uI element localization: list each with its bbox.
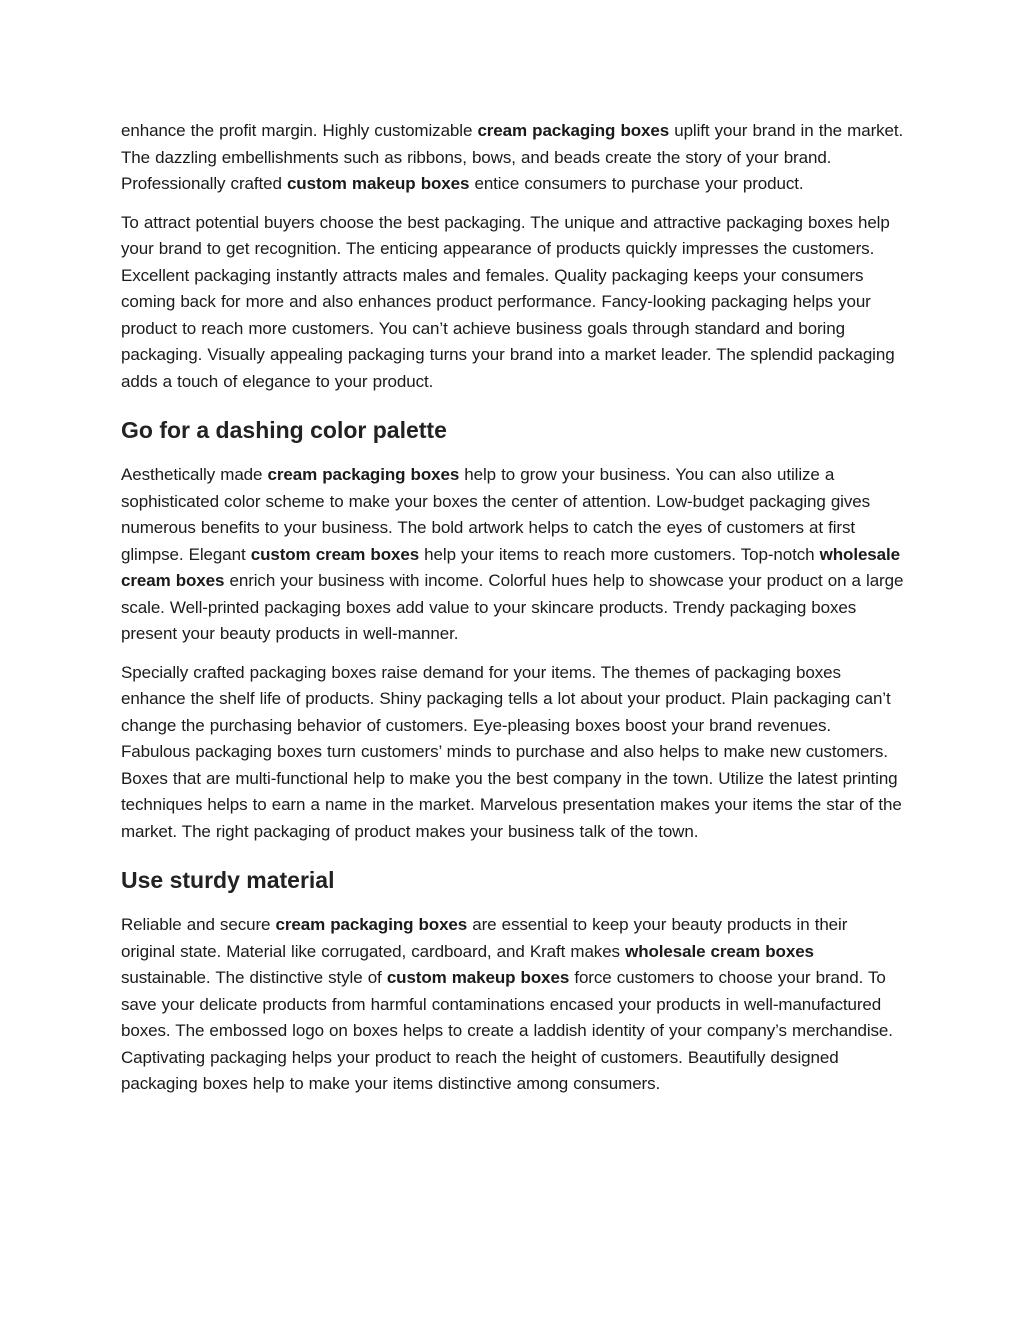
text-run: enrich your business with income. Colorful hues help to showcase your product on a large scale. Well-printed packaging boxes add value to your skincare products. Trendy packaging boxes present your beauty products in well-manner. <box>121 571 904 643</box>
text-run: force customers to choose your brand. To save your delicate products from harmful contaminations encased your products in well-manufactured boxes. The embossed logo on boxes helps to create a laddish identity of your company’s merchandise. Captivating packaging helps your product to reach the height of customers. Beautifully designed packaging boxes help to make your items distinctive among consumers. <box>121 968 893 1093</box>
intro-paragraph-2 <box>121 210 905 396</box>
intro-paragraph-1 <box>121 118 905 198</box>
text-run: are essential to keep your beauty products in their original state. Material like corrugated, cardboard, and Kraft makes <box>121 915 848 961</box>
text-run: help your items to reach more customers. Top-notch <box>419 544 820 564</box>
text-run: help to grow your business. You can also utilize a sophisticated color scheme to make your boxes the center of attention. Low-budget packaging gives numerous benefits to your business. The bold artwork helps to catch the eyes of customers at first glimpse. Elegant <box>121 465 871 564</box>
text-run: Specially crafted packaging boxes raise demand for your items. The themes of packaging boxes enhance the shelf life of products. Shiny packaging tells a lot about your product. Plain packaging can’t change the purchasing behavior of customers. Eye-pleasing boxes boost your brand revenues. Fabulous packaging boxes turn customers’ minds to purchase and also helps to make new customers. Boxes that are multi-functional help to make you the best company in the town. Utilize the latest printing techniques helps to earn a name in the market. Marvelous presentation makes your items the star of the market. The right packaging of product makes your business talk of the town. <box>121 662 902 841</box>
heading-sturdy-material: Use sturdy material <box>121 867 335 893</box>
keyword-wholesale-cream-boxes: wholesale cream boxes <box>625 941 814 961</box>
text-run: sustainable. The distinctive style of <box>121 968 387 987</box>
keyword-cream-packaging-boxes: cream packaging boxes <box>267 465 460 484</box>
keyword-cream-packaging-boxes: cream packaging boxes <box>477 121 670 140</box>
keyword-custom-makeup-boxes: custom makeup boxes <box>286 174 470 193</box>
document-page <box>121 118 905 1110</box>
keyword-wholesale-cream-boxes: wholesale cream boxes <box>121 544 900 590</box>
keyword-custom-makeup-boxes: custom makeup boxes <box>386 968 570 987</box>
text-run: To attract potential buyers choose the best packaging. The unique and attractive packaging boxes help your brand to get recognition. The enticing appearance of products quickly impresses the customers. Excellent packaging instantly attracts males and females. Quality packaging keeps your consumers coming back for more and also enhances product performance. Fancy-looking packaging helps your product to reach more customers. You can’t achieve business goals through standard and boring packaging. Visually appealing packaging turns your brand into a market leader. The splendid packaging adds a touch of elegance to your product. <box>121 212 895 391</box>
text-run: uplift your brand in the market. The dazzling embellishments such as ribbons, bows, and beads create the story of your brand. Professionally crafted <box>121 121 904 193</box>
material-paragraph-1 <box>121 912 905 1098</box>
text-run: Reliable and secure <box>121 915 276 934</box>
color-paragraph-1 <box>121 462 905 648</box>
keyword-custom-cream-boxes: custom cream boxes <box>250 544 420 564</box>
keyword-cream-packaging-boxes: cream packaging boxes <box>275 915 468 934</box>
text-run: Aesthetically made <box>121 465 268 484</box>
color-paragraph-2 <box>121 660 905 846</box>
text-run: enhance the profit margin. Highly customizable <box>121 121 478 140</box>
text-run: entice consumers to purchase your product. <box>469 174 804 193</box>
heading-color-palette: Go for a dashing color palette <box>121 417 447 443</box>
